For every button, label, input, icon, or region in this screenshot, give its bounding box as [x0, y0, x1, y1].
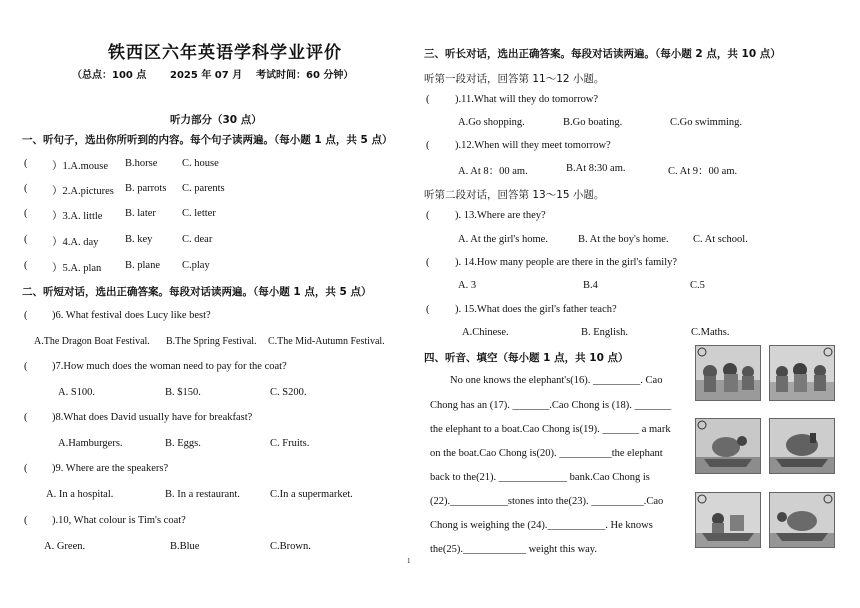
option-b: B.Go boating. — [563, 117, 623, 128]
answer-paren[interactable]: ( — [24, 183, 28, 194]
option-c: C.Brown. — [270, 541, 311, 552]
question-text: )9. Where are the speakers? — [52, 463, 169, 474]
passage-line: Chong is weighing the (24).___________. He knows — [430, 520, 653, 531]
listening-heading: 听力部分（30 点） — [170, 114, 262, 126]
question-text: )7.How much does the woman need to pay for the coat? — [52, 361, 287, 372]
option-b: B.The Spring Festival. — [166, 336, 257, 347]
option-b: B. In a restaurant. — [165, 489, 240, 500]
option-c: C.5 — [690, 280, 705, 291]
question-text: )8.What does David usually have for breakfast? — [52, 412, 253, 423]
answer-paren[interactable]: ( — [426, 140, 430, 151]
question-option-a: ）1.A.mouse — [52, 161, 108, 172]
exam-date: 2025 年 07 月 — [170, 70, 243, 81]
option-c: C.Maths. — [691, 327, 730, 338]
question-text: )6. What festival does Lucy like best? — [52, 310, 211, 321]
option-a: A.Chinese. — [462, 327, 509, 338]
question-option-a: ）3.A. little — [52, 211, 103, 222]
question-option-b: B. key — [125, 234, 153, 245]
story-picture-1 — [695, 345, 761, 401]
option-b: B. Eggs. — [165, 438, 201, 449]
option-a: A. At 8：00 am. — [458, 166, 528, 177]
total-points: （总点：100 点 — [72, 70, 147, 81]
option-a: A.Go shopping. — [458, 117, 525, 128]
exam-title: 铁西区六年英语学科学业评价 — [108, 43, 342, 63]
question-option-a: ）5.A. plan — [52, 263, 102, 274]
option-c: C. Fruits. — [270, 438, 310, 449]
passage-line: No one knows the elephant's(16). _________. Cao — [450, 375, 663, 386]
answer-paren[interactable]: ( — [24, 463, 28, 474]
question-text: ). 13.Where are they? — [455, 210, 546, 221]
passage-line: the elephant to a boat.Cao Chong is(19). _______ a mark — [430, 424, 671, 435]
story-picture-3 — [695, 418, 761, 474]
option-a: A. Green. — [44, 541, 86, 552]
question-option-c: C.play — [182, 260, 210, 271]
question-option-a: ）2.A.pictures — [52, 186, 114, 197]
page-number: 1 — [407, 557, 411, 565]
option-c: C.In a supermarket. — [270, 489, 353, 500]
option-b: B.Blue — [170, 541, 200, 552]
option-a: A. S100. — [58, 387, 96, 398]
answer-paren[interactable]: ( — [24, 234, 28, 245]
question-text: ). 14.How many people are there in the girl's family? — [455, 257, 678, 268]
option-a: A. In a hospital. — [46, 489, 114, 500]
option-c: C. At 9：00 am. — [668, 166, 738, 177]
question-text: ). 15.What does the girl's father teach? — [455, 304, 617, 315]
option-a: A. At the girl's home. — [458, 234, 548, 245]
answer-paren[interactable]: ( — [426, 257, 430, 268]
dialogue2-intro: 听第二段对话，回答第 13～15 小题。 — [424, 189, 605, 201]
question-text: ).11.What will they do tomorrow? — [455, 94, 599, 105]
dialogue1-intro: 听第一段对话，回答第 11～12 小题。 — [424, 73, 605, 85]
story-picture-6 — [769, 492, 835, 548]
question-option-c: C. parents — [182, 183, 225, 194]
option-c: C. S200. — [270, 387, 307, 398]
question-option-a: ）4.A. day — [52, 237, 99, 248]
story-picture-5 — [695, 492, 761, 548]
option-b: B. At the boy's home. — [578, 234, 669, 245]
answer-paren[interactable]: ( — [426, 304, 430, 315]
section1-heading: 一、听句子，选出你所听到的内容。每个句子读两遍。（每小题 1 点，共 5 点） — [22, 134, 393, 146]
answer-paren[interactable]: ( — [24, 515, 28, 526]
option-a: A.The Dragon Boat Festival. — [34, 336, 150, 347]
option-a: A. 3 — [458, 280, 477, 291]
answer-paren[interactable]: ( — [24, 208, 28, 219]
option-b: B. English. — [581, 327, 628, 338]
option-b: B.At 8:30 am. — [566, 163, 626, 174]
option-c: C.Go swimming. — [670, 117, 743, 128]
section4-heading: 四、听音、填空（每小题 1 点，共 10 点） — [424, 352, 629, 364]
passage-line: (22).___________stones into the(23). __________.Cao — [430, 496, 664, 507]
option-c: C. At school. — [693, 234, 748, 245]
exam-time: 考试时间：60 分钟） — [256, 70, 354, 81]
option-b: B. $150. — [165, 387, 201, 398]
question-option-c: C. dear — [182, 234, 213, 245]
question-option-c: C. letter — [182, 208, 216, 219]
passage-line: back to the(21). _____________ bank.Cao Chong is — [430, 472, 650, 483]
question-option-b: B.horse — [125, 158, 158, 169]
answer-paren[interactable]: ( — [24, 260, 28, 271]
answer-paren[interactable]: ( — [24, 361, 28, 372]
answer-paren[interactable]: ( — [426, 94, 430, 105]
question-option-b: B. parrots — [125, 183, 167, 194]
story-picture-2 — [769, 345, 835, 401]
option-b: B.4 — [583, 280, 598, 291]
answer-paren[interactable]: ( — [24, 310, 28, 321]
question-option-b: B. later — [125, 208, 156, 219]
passage-line: the(25).____________ weight this way. — [430, 544, 598, 555]
question-option-c: C. house — [182, 158, 219, 169]
answer-paren[interactable]: ( — [426, 210, 430, 221]
story-picture-4 — [769, 418, 835, 474]
option-c: C.The Mid-Autumn Festival. — [268, 336, 385, 347]
answer-paren[interactable]: ( — [24, 412, 28, 423]
passage-line: Chong has an (17). _______.Cao Chong is (18). _______ — [430, 400, 672, 411]
question-option-b: B. plane — [125, 260, 160, 271]
option-a: A.Hamburgers. — [58, 438, 123, 449]
passage-line: on the boat.Cao Chong is(20). __________the elephant — [430, 448, 663, 459]
question-text: ).12.When will they meet tomorrow? — [455, 140, 611, 151]
section2-heading: 二、听短对话，选出正确答案。每段对话读两遍。（每小题 1 点，共 5 点） — [22, 286, 372, 298]
answer-paren[interactable]: ( — [24, 158, 28, 169]
question-text: ).10, What colour is Tim's coat? — [52, 515, 186, 526]
section3-heading: 三、听长对话，选出正确答案。每段对话读两遍。（每小题 2 点，共 10 点） — [424, 48, 781, 60]
